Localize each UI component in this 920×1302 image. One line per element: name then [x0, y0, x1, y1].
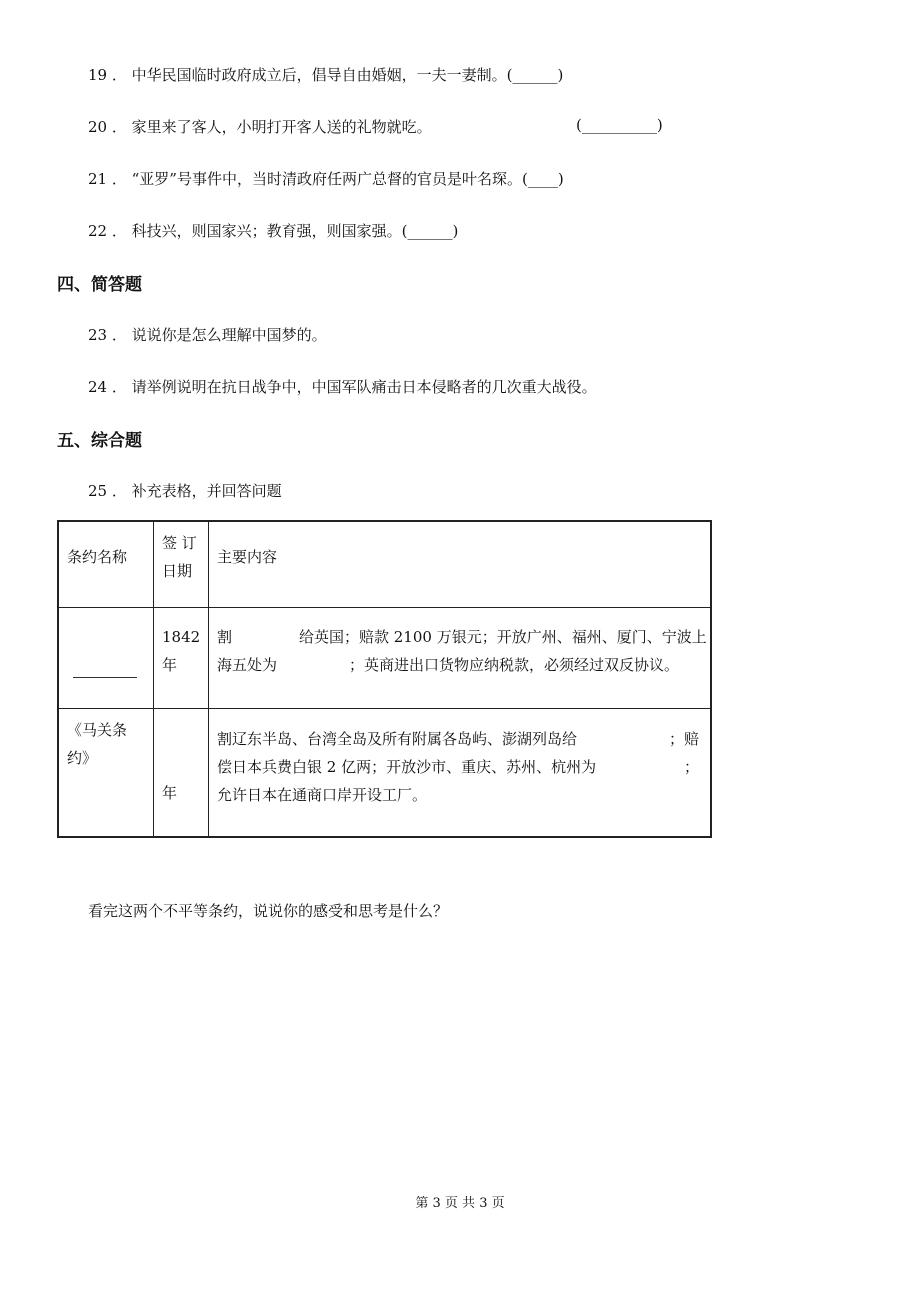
row2-content-line1b: ；赔	[669, 730, 700, 748]
header-date-line1: 签 订	[162, 534, 197, 552]
page-footer: 第 3 页 共 3 页	[415, 1196, 505, 1211]
header-treaty-name: 条约名称	[67, 548, 128, 566]
question-22-blank[interactable]: (______)	[401, 222, 459, 240]
question-19	[88, 64, 563, 85]
question-21	[88, 168, 564, 189]
row2-content-line3: 允许日本在通商口岸开设工厂。	[217, 786, 428, 804]
section-heading-short-answer: 四、简答题	[57, 275, 142, 295]
followup-question: 看完这两个不平等条约，说说你的感受和思考是什么？	[88, 902, 449, 920]
row1-content-line1a: 割	[217, 628, 233, 646]
row2-name-line1: 《马关条	[67, 721, 128, 739]
question-20	[88, 116, 432, 137]
row2-content-line2a: 偿日本兵费白银 2 亿两；开放沙市、重庆、苏州、杭州为	[217, 758, 597, 776]
question-24: 24 ． 请举例说明在抗日战争中，中国军队痛击日本侵略者的几次重大战役。	[88, 378, 597, 396]
row1-content-line2a: 海五处为	[217, 656, 278, 674]
question-22	[88, 220, 458, 241]
question-25: 25 ． 补充表格，并回答问题	[88, 482, 282, 500]
treaty-name-blank[interactable]	[73, 677, 137, 678]
treaty-table	[57, 520, 712, 838]
section-heading-comprehensive: 五、综合题	[57, 431, 142, 451]
row1-date-line1: 1842	[162, 628, 201, 646]
table-divider	[208, 522, 209, 836]
row1-content-line2b: ；英商进出口货物应纳税款，必须经过双反协议。	[349, 656, 680, 674]
row2-name-line2: 约》	[67, 749, 98, 767]
row1-content-line1b: 给英国；赔款 2100 万银元；开放广州、福州、厦门、宁波上	[299, 628, 707, 646]
row2-content-line1a: 割辽东半岛、台湾全岛及所有附属各岛屿、澎湖列岛给	[217, 730, 578, 748]
header-date-line2: 日期	[162, 562, 193, 580]
table-divider	[153, 522, 154, 836]
question-19-text: 19 ． 中华民国临时政府成立后，倡导自由婚姻，一夫一妻制。	[88, 66, 507, 84]
table-divider	[59, 708, 710, 709]
question-22-text: 22 ． 科技兴，则国家兴；教育强，则国家强。	[88, 222, 402, 240]
question-21-text: 21 ． “亚罗”号事件中，当时清政府任两广总督的官员是叶名琛。	[88, 170, 522, 188]
header-main-content: 主要内容	[217, 548, 278, 566]
row1-date-line2: 年	[162, 656, 178, 674]
question-21-blank[interactable]: (____)	[521, 170, 564, 188]
table-divider	[59, 607, 710, 608]
question-19-blank[interactable]: (______)	[506, 66, 564, 84]
row2-date: 年	[162, 784, 178, 802]
question-23: 23 ． 说说你是怎么理解中国梦的。	[88, 326, 327, 344]
question-20-blank[interactable]: (__________)	[576, 116, 663, 134]
row2-content-line2b: ；	[684, 758, 700, 776]
question-20-text: 20 ． 家里来了客人，小明打开客人送的礼物就吃。	[88, 118, 432, 136]
